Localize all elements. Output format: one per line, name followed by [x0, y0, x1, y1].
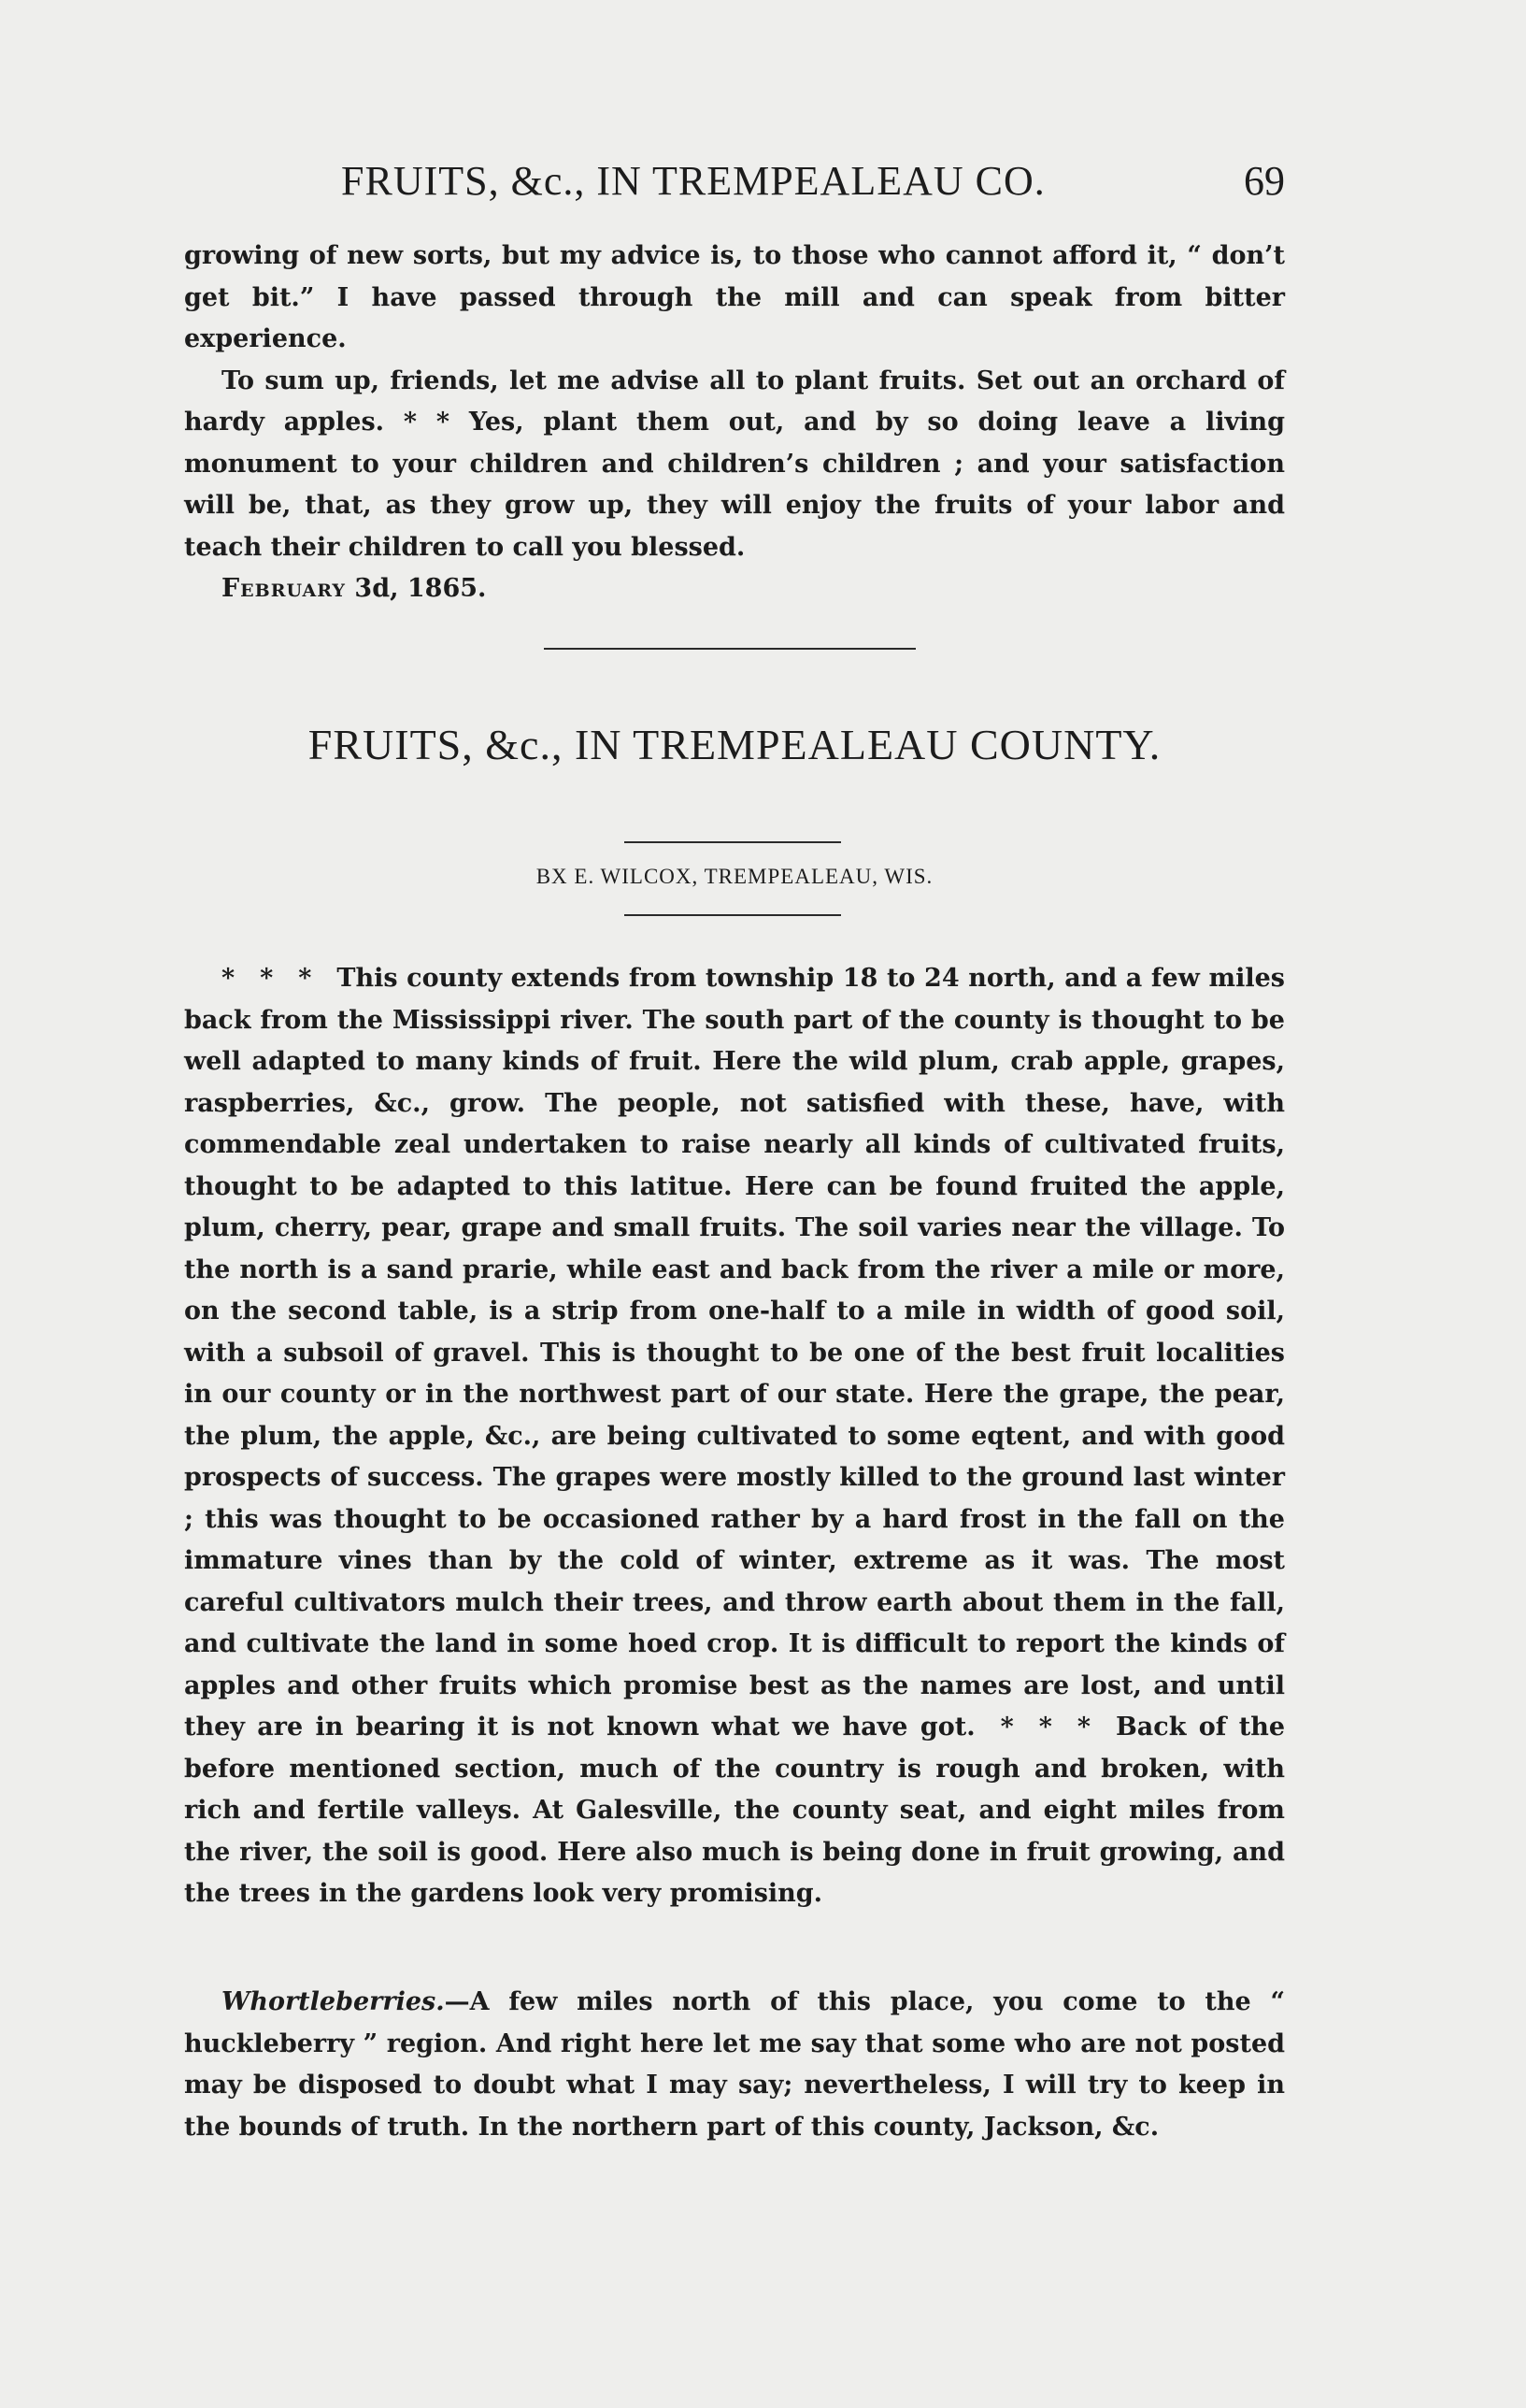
previous-article-ending [184, 236, 1285, 610]
byline: BX E. WILCOX, TREMPEALEAU, WIS. [535, 865, 934, 888]
run-in-heading: Whortleberries. [221, 1987, 445, 2016]
page-number: 69 [1244, 158, 1285, 204]
dateline-date: 3d, 1865. [354, 574, 487, 603]
paragraph-text: —A few miles north of this place, you come to the “ huckleberry ” region. And right here let me say that some who are not posted may be disposed to doubt what I may say; nevertheless, I will try to keep in the bounds of truth. In the northern part of this county, Jackson, &c. [184, 1987, 1285, 2142]
byline-rule-bottom [624, 914, 841, 916]
paragraph: To sum up, friends, let me advise all to plant fruits. Set out an orchard of hardy apples. * * Yes, plant them out, and by so doing leave a living monument to your children and children’s children ; and your satisfaction will be, that, as they grow up, they will enjoy the fruits of your labor and teach their children to call you blessed. [184, 366, 1285, 562]
paragraph: growing of new sorts, but my advice is, to those who cannot afford it, “ don’t get bit.” I have passed through the mill and can speak from bitter experience. [184, 241, 1285, 353]
running-head-title: FRUITS, &c., IN TREMPEALEAU CO. [341, 158, 1046, 204]
paragraph [184, 1982, 1285, 2148]
article-body [184, 958, 1285, 1915]
section-divider [544, 648, 916, 650]
byline-rule-top [624, 841, 841, 843]
dateline [184, 568, 1285, 610]
running-head [184, 157, 1285, 213]
article-title: FRUITS, &c., IN TREMPEALEAU COUNTY. [307, 721, 1162, 768]
dateline-month: February [221, 574, 346, 603]
article-body-continued [184, 1982, 1285, 2148]
paragraph: * * * This county extends from township 18 to 24 north, and a few miles back from the Mississippi river. The south part of the county is thought to be well adapted to many kinds of fruit. Here the wild plum, crab apple, grapes, raspberries, &c., grow. The people, not satisfied with these, have, with commendable zeal undertaken to raise nearly all kinds of cultivated fruits, thought to be adapted to this latitue. Here can be found fruited the apple, plum, cherry, pear, grape and small fruits. The soil varies near the village. To the north is a sand prarie, while east and back from the river a mile or more, on the second table, is a strip from one-half to a mile in width of good soil, with a subsoil of gravel. This is thought to be one of the best fruit localities in our county or in the northwest part of our state. Here the grape, the pear, the plum, the apple, &c., are being cultivated to some eqtent, and with good prospects of success. The grapes were mostly killed to the ground last winter ; this was thought to be occasioned rather by a hard frost in the fall on the immature vines than by the cold of winter, extreme as it was. The most careful cultivators mulch their trees, and throw earth about them in the fall, and cultivate the land in some hoed crop. It is difficult to report the kinds of apples and other fruits which promise best as the names are lost, and until they are in bearing it is not known what we have got. * * * Back of the before mentioned section, much of the country is rough and broken, with rich and fertile valleys. At Galesville, the county seat, and eight miles from the river, the soil is good. Here also much is being done in fruit growing, and the trees in the gardens look very promising. [184, 964, 1285, 1908]
